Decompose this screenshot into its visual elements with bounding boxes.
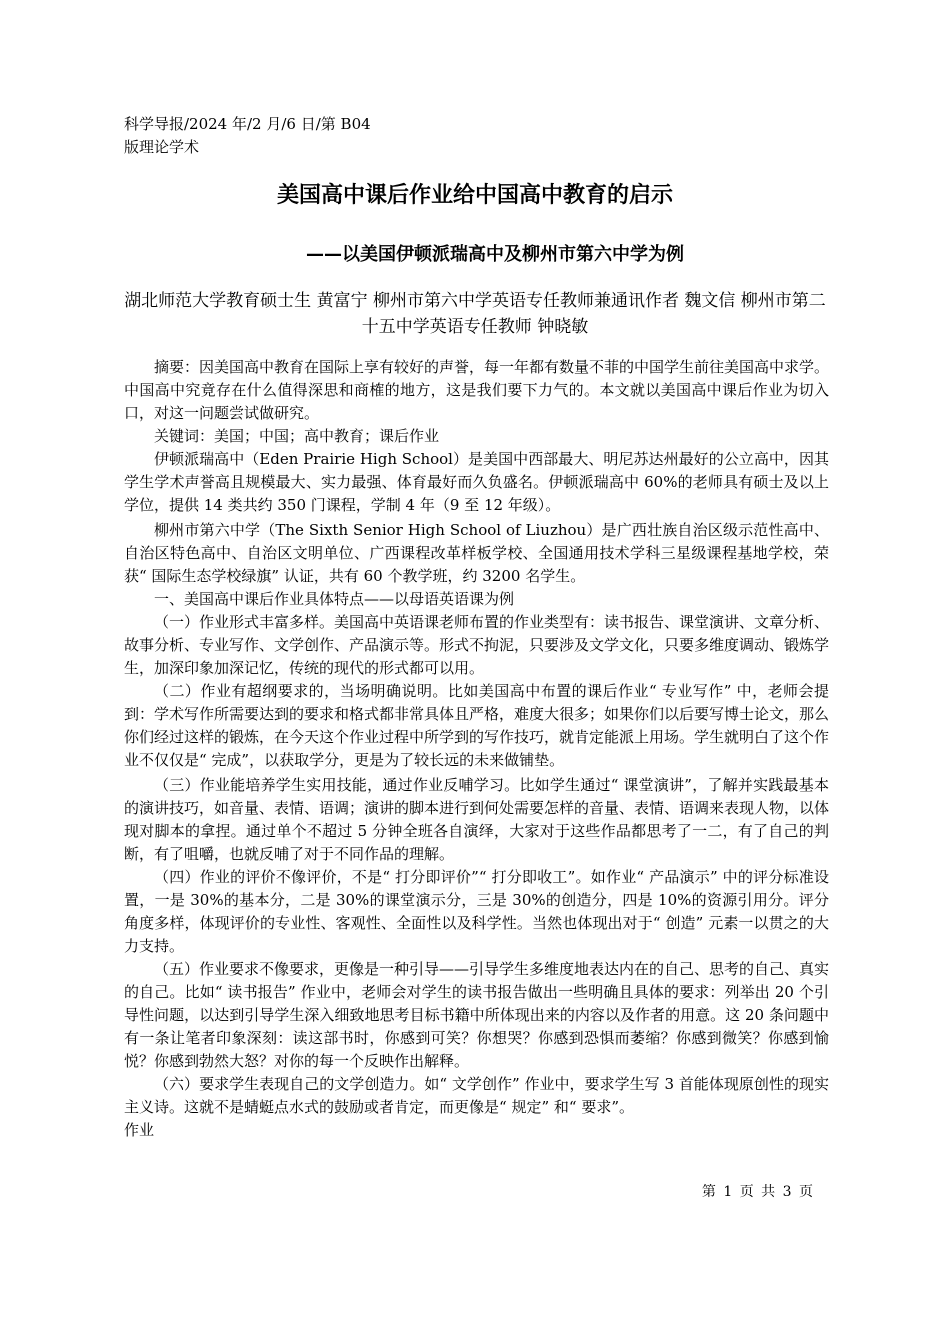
eden-prairie-paragraph: 伊顿派瑞高中（Eden Prairie High School）是美国中西部最大、明尼苏达州最好的公立高中，因其学生学术声誉高且规模最大、实力最强、体育最好而久负盛名。伊顿派瑞高中 60%的老师具有硕士及以上学位，提供 14 类共约 350 门课程，学制 4 年（9 至 12 年级）。 [124, 450, 829, 514]
author-line: 湖北师范大学教育硕士生 黄富宁 柳州市第六中学英语专任教师兼通讯作者 魏文信 柳州市第二十五中学英语专任教师 钟晓敏 [124, 291, 826, 337]
item-5-paragraph: （五）作业要求不像要求，更像是一种引导——引导学生多维度地表达内在的自己、思考的自己、真实的自己。比如“ 读书报告” 作业中，老师会对学生的读书报告做出一些明确且具体的要求：列举出 20 个引导性问题，以达到引导学生深入细致地思考目标书籍中所体现出来的内容以及作者的用意。这 20 条问题中有一条让笔者印象深刻：读这部书时，你感到可笑？你想哭？你感到恐惧而萎缩？你感到微笑？你感到愉悦？你感到勃然大怒？对你的每一个反映作出解释。 [124, 960, 830, 1070]
item-3-paragraph: （三）作业能培养学生实用技能，通过作业反哺学习。比如学生通过“ 课堂演讲”，了解并实践最基本的演讲技巧，如音量、表情、语调；演讲的脚本进行到何处需要怎样的音量、表情、语调来表现人物，以体现对脚本的拿捏。通过单个不超过 5 分钟全班各自演绎，大家对于这些作品都思考了一二，有了自己的判断，有了咀嚼，也就反哺了对于不同作品的理解。 [124, 776, 830, 863]
header-line-section: 版理论学术 [124, 138, 200, 156]
publication-header [124, 113, 371, 159]
article-body [124, 356, 829, 1142]
page-number: 第 1 页 共 3 页 [701, 1184, 813, 1200]
abstract-paragraph: 摘要：因美国高中教育在国际上享有较好的声誉，每一年都有数量不菲的中国学生前往美国高中求学。中国高中究竟存在什么值得深思和商榷的地方，这是我们要下力气的。本文就以美国高中课后作业为切入口，对这一问题尝试做研究。 [124, 358, 830, 422]
liuzhou-school-paragraph: 柳州市第六中学（The Sixth Senior High School of Liuzhou）是广西壮族自治区级示范性高中、自治区特色高中、自治区文明单位、广西课程改革样板学校、全国通用技术学科三星级课程基地学校，荣获“ 国际生态学校绿旗” 认证，共有 60 个教学班，约 3200 名学生。 [124, 521, 829, 585]
item-4-paragraph: （四）作业的评价不像评价，不是“ 打分即评价”“ 打分即收工”。如作业“ 产品演示” 中的评分标准设置，一是 30%的基本分，二是 30%的课堂演示分，三是 30%的创造分，四是 10%的资源引用分。评分角度多样，体现评价的专业性、客观性、全面性以及科学性。当然也体现出对于“ 创造” 元素一以贯之的大力支持。 [124, 868, 829, 955]
item-6-paragraph: （六）要求学生表现自己的文学创造力。如“ 文学创作” 作业中，要求学生写 3 首能体现原创性的现实主义诗。这就不是蜻蜓点水式的鼓励或者肯定，而更像是“ 规定” 和“ 要求”。 [124, 1075, 829, 1116]
keywords-paragraph: 关键词：美国；中国；高中教育；课后作业 [154, 427, 440, 445]
trailing-text: 作业 [124, 1121, 155, 1139]
header-line-source: 科学导报/2024 年/2 月/6 日/第 B04 [124, 115, 371, 133]
item-2-paragraph: （二）作业有超纲要求的，当场明确说明。比如美国高中布置的课后作业“ 专业写作” 中，老师会提到：学术写作所需要达到的要求和格式都非常具体且严格，难度大很多；如果你们以后要写博士论文，那么你们经过这样的锻炼，在今天这个作业过程中所学到的写作技巧，就肯定能派上用场。学生就明白了这个作业不仅仅是“ 完成”，以获取学分，更是为了较长远的未来做铺垫。 [124, 682, 830, 769]
section-heading-1: 一、美国高中课后作业具体特点——以母语英语课为例 [154, 590, 515, 608]
article-title: 美国高中课后作业给中国高中教育的启示 [276, 183, 673, 208]
article-subtitle: ——以美国伊顿派瑞高中及柳州市第六中学为例 [306, 244, 684, 265]
item-1-paragraph: （一）作业形式丰富多样。美国高中英语课老师布置的作业类型有：读书报告、课堂演讲、文章分析、故事分析、专业写作、文学创作、产品演示等。形式不拘泥，只要涉及文学文化，只要多维度调动、锻炼学生，加深印象加深记忆，传统的现代的形式都可以用。 [124, 613, 830, 677]
